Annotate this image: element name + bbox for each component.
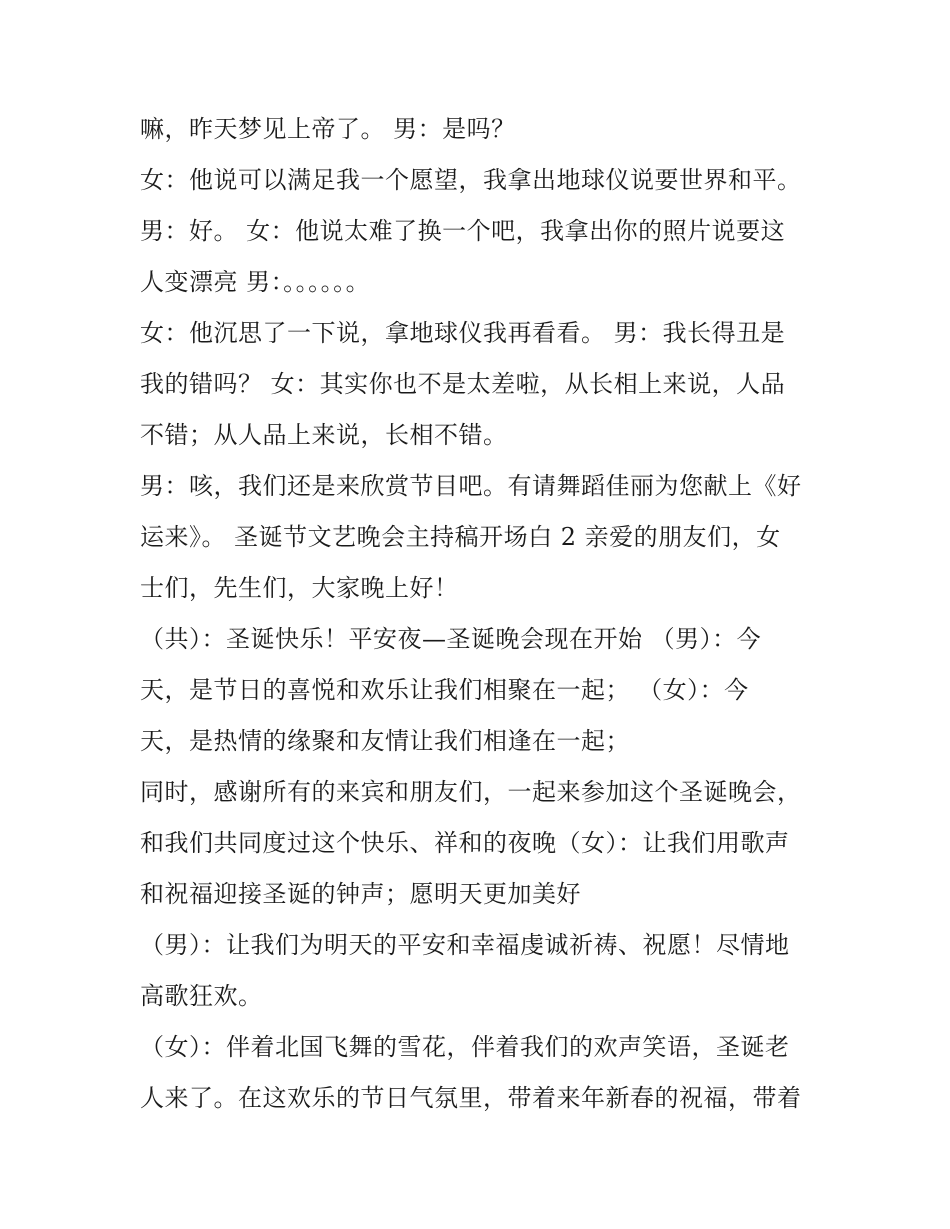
text-line: 高歌狂欢。: [140, 982, 263, 1010]
text-line: 士们，先生们，大家晚上好！: [140, 574, 459, 602]
document-body: [140, 104, 830, 1124]
text-line: 同时，感谢所有的来宾和朋友们，一起来参加这个圣诞晚会，: [140, 778, 802, 806]
text-line: 人变漂亮 男：。。。。。。: [140, 268, 371, 296]
text-line: （女）：伴着北国飞舞的雪花，伴着我们的欢声笑语，圣诞老: [140, 1033, 790, 1061]
text-line: 我的错吗？ 女：其实你也不是太差啦，从长相上来说，人品: [140, 370, 786, 398]
text-line: 男：好。 女：他说太难了换一个吧，我拿出你的照片说要这: [140, 217, 786, 245]
text-line: 不错；从人品上来说，长相不错。: [140, 421, 508, 449]
text-line: （男）：让我们为明天的平安和幸福虔诚祈祷、祝愿！尽情地: [140, 931, 790, 959]
text-line: 天，是节日的喜悦和欢乐让我们相聚在一起； （女）：今: [140, 676, 749, 704]
text-line: 和祝福迎接圣诞的钟声；愿明天更加美好: [140, 880, 581, 908]
text-line: （共）：圣诞快乐！平安夜—圣诞晚会现在开始 （男）：今: [140, 625, 762, 653]
text-line: 天，是热情的缘聚和友情让我们相逢在一起；: [140, 727, 630, 755]
text-line: 男：咳，我们还是来欣赏节目吧。有请舞蹈佳丽为您献上《好: [140, 472, 802, 500]
text-line: 女：他沉思了一下说，拿地球仪我再看看。 男：我长得丑是: [140, 319, 786, 347]
text-line: 嘛，昨天梦见上帝了。 男：是吗？: [140, 115, 516, 143]
text-line: 和我们共同度过这个快乐、祥和的夜晚（女）：让我们用歌声: [140, 829, 790, 857]
text-line: 女：他说可以满足我一个愿望，我拿出地球仪说要世界和平。: [140, 166, 802, 194]
text-line: 运来》。 圣诞节文艺晚会主持稿开场白 2 亲爱的朋友们，女: [140, 523, 781, 551]
text-line: 人来了。在这欢乐的节日气氛里，带着来年新春的祝福，带着: [140, 1084, 802, 1112]
